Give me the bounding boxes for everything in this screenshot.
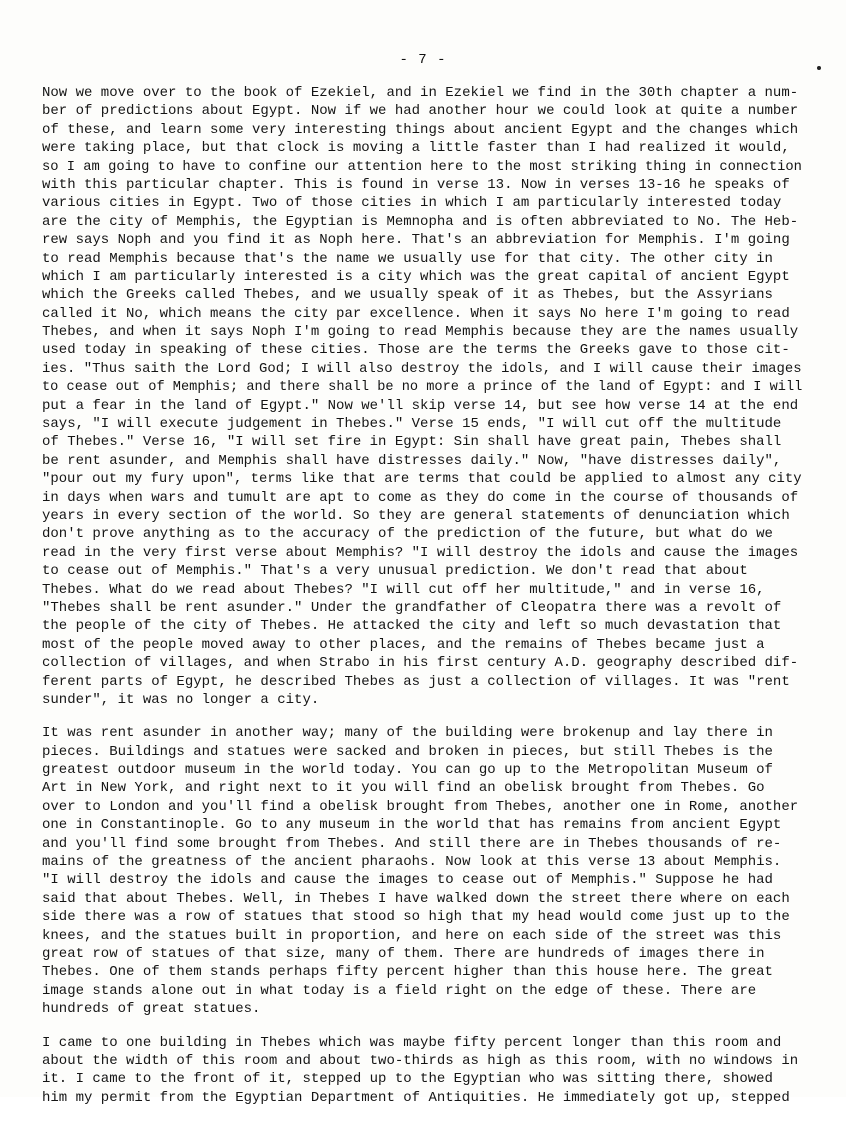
text-line: mains of the greatness of the ancient pharaohs. Now look at this verse 13 about Memphis. — [42, 854, 782, 871]
text-line: to cease out of Memphis." That's a very unusual prediction. We don't read that about — [42, 563, 748, 580]
text-line: of these, and learn some very interesting things about ancient Egypt and the changes which — [42, 121, 799, 138]
text-line: I came to one building in Thebes which was maybe fifty percent longer than this room and — [42, 1034, 782, 1051]
text-line: It was rent asunder in another way; many of the building were brokenup and lay there in — [42, 725, 773, 742]
text-line: were taking place, but that clock is moving a little faster than I had realized it would, — [42, 140, 790, 157]
text-line: which the Greeks called Thebes, and we usually speak of it as Thebes, but the Assyrians — [42, 287, 773, 304]
text-line: Art in New York, and right next to it you will find an obelisk brought from Thebes. Go — [42, 780, 765, 797]
text-line: Now we move over to the book of Ezekiel, and in Ezekiel we find in the 30th chapter a num- — [42, 85, 799, 101]
paragraph — [42, 724, 802, 1018]
text-line: Thebes, and when it says Noph I'm going to read Memphis because they are the names usually — [42, 324, 799, 341]
text-line: years in every section of the world. So they are general statements of denunciation which — [42, 507, 790, 524]
text-line: used today in speaking of these cities. Those are the terms the Greeks gave to those cit- — [42, 342, 790, 359]
text-line: of Thebes." Verse 16, "I will set fire in Egypt: Sin shall have great pain, Thebes shall — [42, 434, 782, 451]
text-line: the people of the city of Thebes. He attacked the city and left so much devastation that — [42, 618, 782, 635]
text-line: pieces. Buildings and statues were sacked and broken in pieces, but still Thebes is the — [42, 743, 773, 760]
text-line: collection of villages, and when Strabo in his first century A.D. geography described dif- — [42, 655, 799, 672]
text-line: are the city of Memphis, the Egyptian is Memnopha and is often abbreviated to No. The Heb- — [42, 213, 799, 230]
text-line: sunder", it was no longer a city. — [42, 691, 320, 708]
margin-mark — [817, 66, 821, 70]
text-line: put a fear in the land of Egypt." Now we'll skip verse 14, but see how verse 14 at the end — [42, 397, 799, 414]
paragraph — [42, 84, 802, 709]
text-line: said that about Thebes. Well, in Thebes I have walked down the street there where on each — [42, 890, 790, 907]
text-line: "pour out my fury upon", terms like that are terms that could be applied to almost any city — [42, 471, 802, 488]
text-line: ies. "Thus saith the Lord God; I will also destroy the idols, and I will cause their images — [42, 360, 802, 377]
text-line: various cities in Egypt. Two of those cities in which I am particularly interested today — [42, 195, 782, 212]
text-line: with this particular chapter. This is found in verse 13. Now in verses 13-16 he speaks of — [42, 176, 790, 193]
text-line: Thebes. One of them stands perhaps fifty percent higher than this house here. The great — [42, 964, 773, 981]
body-text — [42, 84, 802, 1122]
text-line: hundreds of great statues. — [42, 1001, 261, 1018]
text-line: about the width of this room and about two-thirds as high as this room, with no windows in — [42, 1052, 799, 1069]
text-line: which I am particularly interested is a city which was the great capital of ancient Egypt — [42, 268, 790, 285]
paragraph — [42, 1034, 802, 1108]
text-line: knees, and the statues built in proportion, and here on each side of the street was this — [42, 927, 782, 944]
text-line: one in Constantinople. Go to any museum in the world that has remains from ancient Egypt — [42, 817, 782, 834]
text-line: "Thebes shall be rent asunder." Under the grandfather of Cleopatra there was a revolt of — [42, 599, 782, 616]
text-line: be rent asunder, and Memphis shall have distresses daily." Now, "have distresses daily", — [42, 452, 782, 469]
text-line: greatest outdoor museum in the world today. You can go up to the Metropolitan Museum of — [42, 762, 773, 779]
text-line: great row of statues of that size, many of them. There are hundreds of images there in — [42, 945, 765, 962]
text-line: over to London and you'll find a obelisk brought from Thebes, another one in Rome, another — [42, 798, 799, 815]
text-line: to read Memphis because that's the name we usually use for that city. The other city in — [42, 250, 773, 267]
text-line: ber of predictions about Egypt. Now if we had another hour we could look at quite a number — [42, 103, 799, 120]
page-number: - 7 - — [399, 52, 447, 68]
text-line: says, "I will execute judgement in Thebes." Verse 15 ends, "I will cut off the multitude — [42, 416, 782, 433]
text-line: ferent parts of Egypt, he described Thebes as just a collection of villages. It was "rent — [42, 673, 790, 690]
text-line: in days when wars and tumult are apt to come as they do come in the course of thousands of — [42, 489, 799, 506]
text-line: side there was a row of statues that stood so high that my head would come just up to the — [42, 909, 790, 926]
text-line: most of the people moved away to other places, and the remains of Thebes became just a — [42, 636, 765, 653]
text-line: to cease out of Memphis; and there shall be no more a prince of the land of Egypt: and I will — [42, 379, 803, 396]
text-line: it. I came to the front of it, stepped up to the Egyptian who was sitting there, showed — [42, 1071, 773, 1088]
text-line: "I will destroy the idols and cause the images to cease out of Memphis." Suppose he had — [42, 872, 773, 889]
text-line: read in the very first verse about Memphis? "I will destroy the idols and cause the images — [42, 544, 799, 561]
text-line: image stands alone out in what today is a field right on the edge of these. There are — [42, 982, 757, 999]
text-line: and you'll find some brought from Thebes. And still there are in Thebes thousands of re- — [42, 835, 782, 852]
text-line: so I am going to have to confine our attention here to the most striking thing in connection — [42, 158, 802, 175]
text-line: rew says Noph and you find it as Noph here. That's an abbreviation for Memphis. I'm going — [42, 232, 790, 249]
text-line: Thebes. What do we read about Thebes? "I will cut off her multitude," and in verse 16, — [42, 581, 765, 598]
text-line: him my permit from the Egyptian Department of Antiquities. He immediately got up, stepped — [42, 1089, 790, 1106]
text-line: called it No, which means the city par excellence. When it says No here I'm going to read — [42, 305, 790, 322]
text-line: don't prove anything as to the accuracy of the prediction of the future, but what do we — [42, 526, 773, 543]
